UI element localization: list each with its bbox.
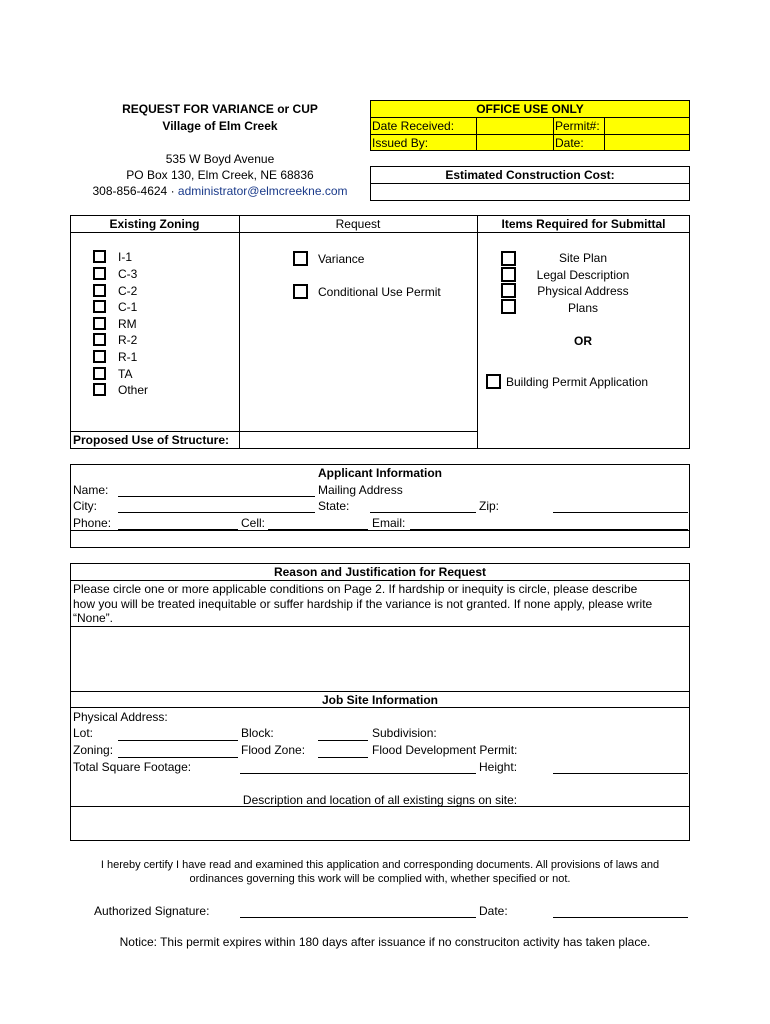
divider [70, 707, 690, 708]
zoning-option-label: R-1 [118, 350, 138, 364]
legal-description-checkbox[interactable] [501, 267, 516, 282]
signature-field[interactable] [240, 917, 476, 918]
email-label: Email: [372, 516, 406, 530]
zoning-option-label: Other [118, 383, 149, 397]
date-received-label: Date Received: [372, 119, 455, 133]
lot-label: Lot: [73, 726, 94, 740]
submittal-item-label: Site Plan [558, 251, 608, 265]
variance-checkbox[interactable] [293, 251, 308, 266]
divider [553, 117, 554, 151]
signs-description-field[interactable] [71, 807, 689, 840]
reason-instructions-line: how you will be treated inequitable or suffer hardship if the variance is not granted. If none apply, please write [73, 597, 653, 611]
signature-date-label: Date: [479, 904, 508, 918]
zoning-option-label: R-2 [118, 333, 138, 347]
items-required-header: Items Required for Submittal [501, 217, 666, 231]
divider [239, 215, 240, 449]
subdivision-label: Subdivision: [372, 726, 437, 740]
state-field[interactable] [370, 512, 476, 513]
height-field[interactable] [553, 773, 688, 774]
reason-header: Reason and Justification for Request [273, 565, 487, 579]
po-box-address: PO Box 130, Elm Creek, NE 68836 [126, 168, 314, 182]
site-plan-checkbox[interactable] [501, 251, 516, 266]
divider [477, 215, 478, 449]
physical-address-checkbox[interactable] [501, 283, 516, 298]
variance-label: Variance [318, 252, 365, 266]
zoning-checkbox-c2[interactable] [93, 284, 106, 297]
expiration-notice: Notice: This permit expires within 180 days after issuance if no construciton activity has taken place. [119, 935, 651, 949]
block-label: Block: [241, 726, 274, 740]
zoning-checkbox-rm[interactable] [93, 317, 106, 330]
village-name: Village of Elm Creek [162, 119, 278, 133]
block-field[interactable] [318, 740, 368, 741]
or-label: OR [574, 334, 592, 348]
building-permit-label: Building Permit Application [506, 375, 649, 389]
divider [70, 232, 690, 233]
existing-zoning-header: Existing Zoning [109, 217, 200, 231]
email-field[interactable] [410, 529, 688, 530]
phone-field[interactable] [118, 529, 238, 530]
signs-description-label: Description and location of all existing signs on site: [242, 793, 518, 807]
proposed-use-label: Proposed Use of Structure: [73, 433, 230, 447]
cell-field[interactable] [268, 529, 368, 530]
phone-label: Phone: [73, 516, 112, 530]
city-field[interactable] [118, 512, 315, 513]
divider [70, 530, 690, 531]
zoning-option-label: C-1 [118, 300, 138, 314]
jobsite-header: Job Site Information [321, 693, 438, 707]
estimated-cost-label: Estimated Construction Cost: [445, 168, 615, 182]
jobsite-zoning-label: Zoning: [73, 743, 114, 757]
building-permit-checkbox[interactable] [486, 374, 501, 389]
signature-label: Authorized Signature: [94, 904, 210, 918]
divider [70, 580, 690, 581]
zoning-checkbox-ta[interactable] [93, 367, 106, 380]
permit-number-label: Permit#: [555, 119, 600, 133]
signature-date-field[interactable] [553, 917, 688, 918]
email-link[interactable]: administrator@elmcreekne.com [177, 184, 348, 198]
flood-permit-label: Flood Development Permit: [372, 743, 518, 757]
request-header: Request [335, 217, 381, 231]
name-field[interactable] [118, 496, 315, 497]
mailing-address-label: Mailing Address [318, 483, 403, 497]
office-date-field[interactable] [605, 135, 689, 151]
zip-label: Zip: [479, 499, 500, 513]
date-received-field[interactable] [477, 118, 552, 134]
zoning-option-label: C-2 [118, 284, 138, 298]
total-sqft-label: Total Square Footage: [73, 760, 192, 774]
zoning-checkbox-r2[interactable] [93, 333, 106, 346]
certify-statement: ordinances governing this work will be complied with, whether specified or not. [189, 873, 571, 885]
proposed-use-field[interactable] [240, 432, 476, 448]
street-address: 535 W Boyd Avenue [165, 152, 275, 166]
physical-address-label: Physical Address: [73, 710, 168, 724]
reason-instructions-line: Please circle one or more applicable conditions on Page 2. If hardship or inequity is circle, please describe [73, 582, 638, 596]
name-label: Name: [73, 483, 109, 497]
certify-statement: I hereby certify I have read and examined this application and corresponding documents. All provisions of laws and [100, 859, 660, 871]
zip-field[interactable] [553, 512, 688, 513]
office-use-title: OFFICE USE ONLY [476, 102, 584, 116]
plans-checkbox[interactable] [501, 299, 516, 314]
total-sqft-field[interactable] [240, 773, 476, 774]
phone-number: 308-856-4624 [92, 184, 168, 198]
cell-label: Cell: [241, 516, 266, 530]
cup-checkbox[interactable] [293, 284, 308, 299]
permit-number-field[interactable] [605, 118, 689, 134]
applicant-info-header: Applicant Information [318, 466, 442, 480]
cup-label: Conditional Use Permit [318, 285, 441, 299]
city-label: City: [73, 499, 97, 513]
zoning-option-label: C-3 [118, 267, 138, 281]
flood-zone-label: Flood Zone: [241, 743, 306, 757]
zoning-checkbox-c3[interactable] [93, 267, 106, 280]
zoning-option-label: I-1 [118, 250, 133, 264]
divider [70, 691, 690, 692]
zoning-checkbox-other[interactable] [93, 383, 106, 396]
zoning-option-label: TA [118, 367, 133, 381]
contact-line [70, 184, 370, 198]
issued-by-label: Issued By: [372, 136, 429, 150]
issued-by-field[interactable] [477, 135, 552, 151]
office-date-label: Date: [555, 136, 584, 150]
submittal-item-label: Plans [567, 301, 599, 315]
zoning-option-label: RM [118, 317, 137, 331]
estimated-cost-field[interactable] [371, 184, 689, 200]
separator: · [170, 184, 175, 198]
reason-instructions-line: “None”. [73, 611, 114, 625]
lot-field[interactable] [118, 740, 238, 741]
submittal-item-label: Legal Description [536, 268, 630, 282]
jobsite-zoning-field[interactable] [118, 757, 238, 758]
state-label: State: [318, 499, 350, 513]
flood-zone-field[interactable] [318, 757, 368, 758]
height-label: Height: [479, 760, 518, 774]
submittal-item-label: Physical Address [537, 284, 629, 298]
form-title: REQUEST FOR VARIANCE or CUP [122, 102, 318, 116]
zoning-checkbox-i1[interactable] [93, 250, 106, 263]
reason-textarea[interactable] [71, 627, 689, 690]
zoning-checkbox-c1[interactable] [93, 300, 106, 313]
zoning-checkbox-r1[interactable] [93, 350, 106, 363]
